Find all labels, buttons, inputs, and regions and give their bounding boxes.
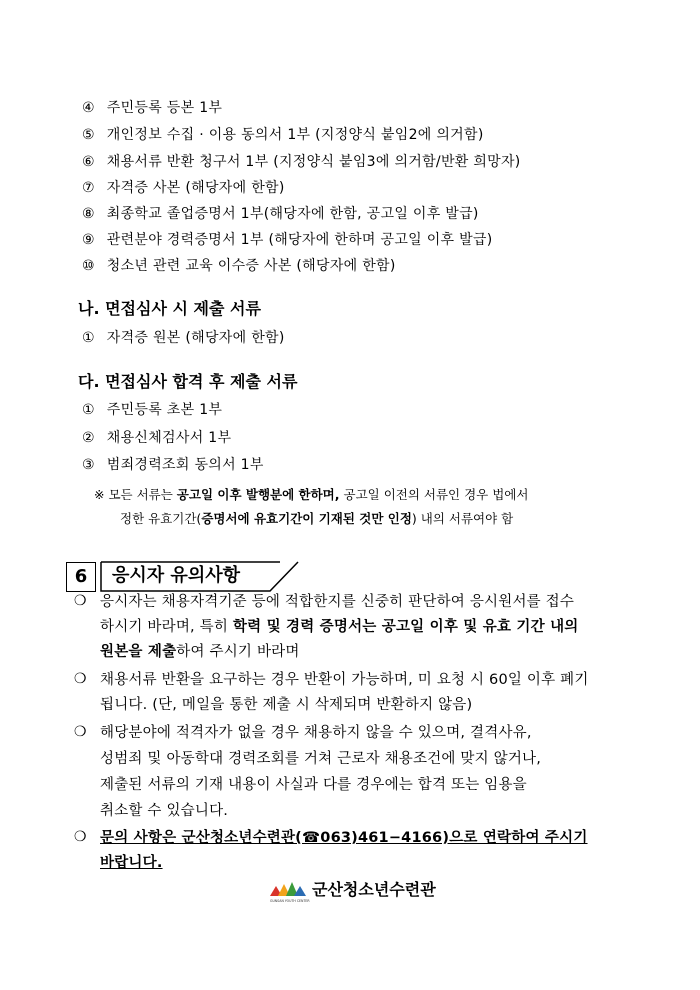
bullet-icon: ❍ — [74, 829, 87, 845]
logo-caption: GUNSAN YOUTH CENTER — [270, 899, 310, 903]
bullet-4-line-2: 바랍니다. — [100, 855, 163, 871]
list-item: ⑦ 자격증 사본 (해당자에 한함) — [82, 180, 285, 196]
list-item: ① 주민등록 초본 1부 — [82, 402, 223, 418]
bullet-1-line-1: 응시자는 채용자격기준 등에 적합한지를 신중히 판단하여 응시원서를 접수 — [100, 594, 575, 610]
list-item: ② 채용신체검사서 1부 — [82, 430, 232, 446]
center-name: 군산청소년수련관 — [312, 880, 436, 899]
section-heading-na: 나. 면접심사 시 제출 서류 — [78, 299, 261, 318]
bullet-1-line-2: 하시기 바라며, 특히 학력 및 경력 증명서는 공고일 이후 및 유효 기간 내의 — [100, 619, 579, 635]
list-item: ⑩ 청소년 관련 교육 이수증 사본 (해당자에 한함) — [82, 258, 396, 274]
center-logo-icon — [268, 880, 310, 904]
list-item: ⑥ 채용서류 반환 청구서 1부 (지정양식 붙임3에 의거함/반환 희망자) — [82, 154, 521, 170]
bullet-icon: ❍ — [74, 724, 87, 740]
note-line-1: ※ 모든 서류는 공고일 이후 발행분에 한하며, 공고일 이전의 서류인 경우 법에서 — [94, 487, 529, 502]
section-heading-da: 다. 면접심사 합격 후 제출 서류 — [78, 372, 298, 391]
bullet-3-line-1: 해당분야에 적격자가 없을 경우 채용하지 않을 수 있으며, 결격사유, — [100, 725, 532, 741]
list-item: ③ 범죄경력조회 동의서 1부 — [82, 457, 264, 473]
bullet-2-line-2: 됩니다. (단, 메일을 통한 제출 시 삭제되며 반환하지 않음) — [100, 697, 473, 713]
list-item: ① 자격증 원본 (해당자에 한함) — [82, 330, 285, 346]
list-item: ④ 주민등록 등본 1부 — [82, 100, 223, 116]
bullet-4-line-1: 문의 사항은 군산청소년수련관(☎063)461−4166)으로 연락하여 주시기 — [100, 830, 588, 846]
list-item: ⑧ 최종학교 졸업증명서 1부(해당자에 한함, 공고일 이후 발급) — [82, 206, 479, 222]
bullet-1-line-3: 원본을 제출하여 주시기 바라며 — [100, 644, 300, 660]
note-line-2: 정한 유효기간(증명서에 유효기간이 기재된 것만 인정) 내의 서류여야 함 — [120, 511, 514, 526]
bullet-3-line-3: 제출된 서류의 기재 내용이 사실과 다를 경우에는 합격 또는 임용을 — [100, 777, 527, 793]
bullet-2-line-1: 채용서류 반환을 요구하는 경우 반환이 가능하며, 미 요청 시 60일 이후 폐기 — [100, 672, 589, 688]
note-mark-icon: ※ — [94, 487, 105, 502]
bullet-3-line-2: 성범죄 및 아동학대 경력조회를 거쳐 근로자 채용조건에 맞지 않거나, — [100, 751, 542, 767]
list-item: ⑨ 관련분야 경력증명서 1부 (해당자에 한하며 공고일 이후 발급) — [82, 232, 493, 248]
list-item: ⑤ 개인정보 수집 · 이용 동의서 1부 (지정양식 붙임2에 의거함) — [82, 127, 484, 143]
bullet-3-line-4: 취소할 수 있습니다. — [100, 803, 229, 819]
bullet-icon: ❍ — [74, 593, 87, 609]
section-number-box: 6 — [66, 562, 96, 592]
section-title: 응시자 유의사항 — [112, 565, 240, 586]
bullet-icon: ❍ — [74, 671, 87, 687]
